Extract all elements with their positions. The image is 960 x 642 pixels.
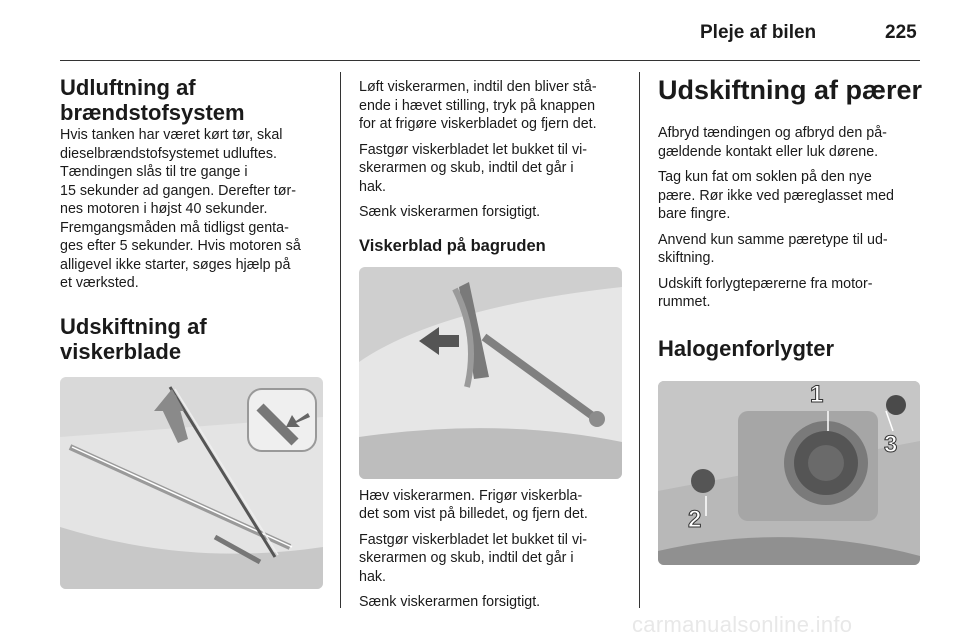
section-heading-fuel-bleeding xyxy=(60,75,328,125)
text-line: Anvend kun samme pæretype til ud- xyxy=(658,231,888,248)
halogen-headlight-illustration xyxy=(658,381,920,565)
text-line: nes motoren i højst 40 sekunder. xyxy=(60,201,268,217)
halogen-headlight-figure xyxy=(658,381,920,565)
page-number: 225 xyxy=(885,22,917,43)
text-line: ende i hævet stilling, tryk på knappen xyxy=(359,97,596,114)
paragraph xyxy=(658,168,923,224)
heading-line: Udluftning af xyxy=(60,75,196,100)
text-line: Hvis tanken har været kørt tør, skal xyxy=(60,127,283,143)
text-line: Fremgangsmåden må tidligst genta- xyxy=(60,219,289,236)
text-line: bare fingre. xyxy=(658,206,731,222)
subheading-rear-wiper: Viskerblad på bagruden xyxy=(359,236,546,255)
text-line: det som vist på billedet, og fjern det. xyxy=(359,506,588,522)
paragraph xyxy=(359,531,625,587)
paragraph xyxy=(359,141,625,197)
paragraph xyxy=(359,203,625,222)
text-line: dieselbrændstofsystemet udluftes. xyxy=(60,145,277,162)
callout-2: 2 xyxy=(688,505,702,533)
heading-line: brændstofsystem xyxy=(60,100,245,125)
text-line: Sænk viskerarmen forsigtigt. xyxy=(359,204,541,220)
column-1 xyxy=(60,75,328,589)
text-line: et værksted. xyxy=(60,275,139,291)
text-line: for at frigøre viskerbladet og fjern det. xyxy=(359,116,597,132)
text-line: Afbryd tændingen og afbryd den på- xyxy=(658,125,887,141)
header-title: Pleje af bilen xyxy=(700,22,817,43)
wiper-blade-illustration xyxy=(60,377,323,589)
text-line: rummet. xyxy=(658,294,711,310)
text-line: skiftning. xyxy=(658,250,715,266)
text-line: Løft viskerarmen, indtil den bliver stå- xyxy=(359,79,597,95)
section-heading-bulb-replacement: Udskiftning af pærer xyxy=(658,75,923,105)
column-3 xyxy=(658,75,923,565)
text-line: skerarmen og skub, indtil det går i xyxy=(359,160,574,176)
text-line: hak. xyxy=(359,178,387,195)
section-heading-wiper-blades: Udskiftning af viskerblade xyxy=(60,313,207,364)
column-2 xyxy=(359,78,625,612)
paragraph xyxy=(359,593,625,612)
watermark: carmanualsonline.info xyxy=(632,612,853,637)
header-rule xyxy=(60,60,920,61)
text-line: ges efter 5 sekunder. Hvis motoren så xyxy=(60,238,301,254)
text-line: alligevel ikke starter, søges hjælp på xyxy=(60,256,291,273)
paragraph xyxy=(359,78,625,134)
text-line: Fastgør viskerbladet let bukket til vi- xyxy=(359,141,588,158)
text-line: Hæv viskerarmen. Frigør viskerbla- xyxy=(359,487,583,504)
paragraph xyxy=(658,231,923,268)
fuel-bleeding-paragraph xyxy=(60,126,328,293)
text-line: Fastgør viskerbladet let bukket til vi- xyxy=(359,531,588,548)
column-divider-2 xyxy=(639,72,640,608)
callout-3: 3 xyxy=(884,430,898,458)
text-line: gældende kontakt eller luk dørene. xyxy=(658,143,879,160)
text-line: Tændingen slås til tre gange i xyxy=(60,164,248,180)
column-divider-1 xyxy=(340,72,341,608)
text-line: skerarmen og skub, indtil det går i xyxy=(359,550,574,566)
text-line: Tag kun fat om soklen på den nye xyxy=(658,169,872,185)
paragraph xyxy=(658,275,923,312)
text-line: hak. xyxy=(359,568,387,585)
section-heading-halogen-headlights: Halogenforlygter xyxy=(658,335,835,361)
paragraph xyxy=(359,487,625,524)
text-line: Sænk viskerarmen forsigtigt. xyxy=(359,594,541,610)
paragraph xyxy=(658,124,923,161)
callout-1: 1 xyxy=(810,380,824,408)
text-line: Udskift forlygtepærerne fra motor- xyxy=(658,275,873,292)
text-line: 15 sekunder ad gangen. Derefter tør- xyxy=(60,182,297,199)
text-line: pære. Rør ikke ved pæreglasset med xyxy=(658,187,894,204)
rear-wiper-illustration xyxy=(359,267,622,479)
